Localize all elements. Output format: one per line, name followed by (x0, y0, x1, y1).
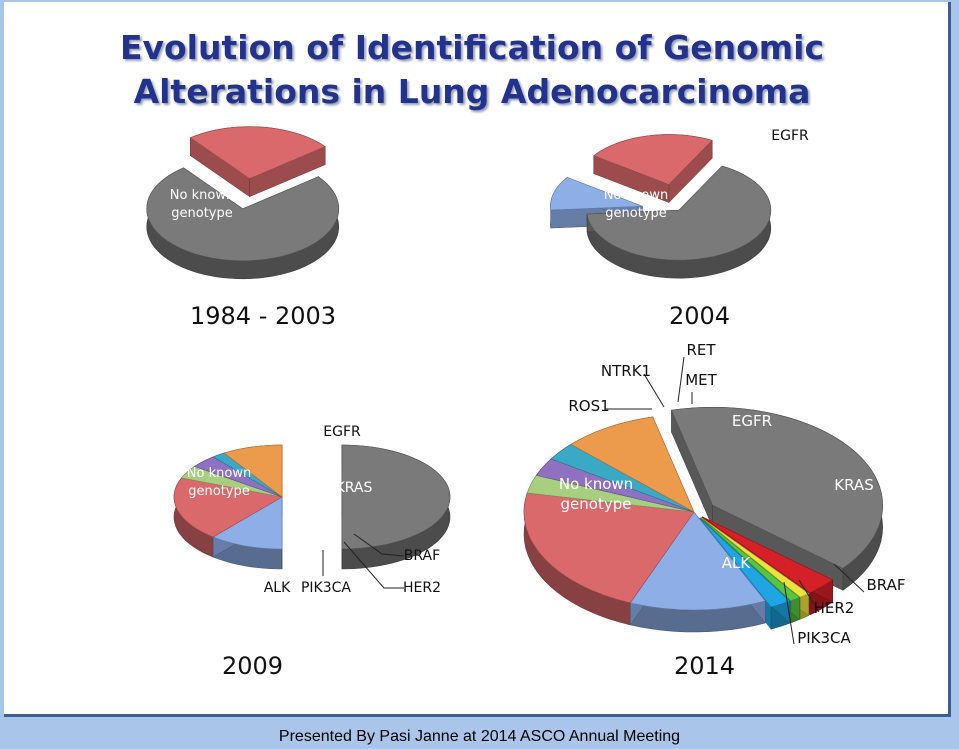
slice-label-ret: RET (686, 341, 716, 359)
slice-label-ros1: ROS1 (568, 397, 610, 415)
slice-label-pik3ca: PIK3CA (300, 580, 352, 596)
pie-charts-canvas (4, 2, 948, 714)
slice-label-kras: KRAS (834, 476, 874, 494)
year-label-1984-2003: 1984 - 2003 (190, 302, 337, 330)
slide (4, 2, 951, 717)
slice-label-alk: ALK (263, 580, 291, 596)
slice-label-no-known-genotype: No known genotype (603, 188, 669, 221)
slice-label-pik3ca: PIK3CA (797, 629, 851, 647)
pie-chart-1984-2003 (147, 127, 403, 279)
footer-caption: Presented By Pasi Janne at 2014 ASCO Annual Meeting (278, 728, 681, 745)
slice-label-braf: BRAF (403, 548, 441, 564)
slice-label-her2: HER2 (813, 599, 855, 617)
year-label-2014: 2014 (674, 652, 736, 680)
title-line-2: Alterations in Lung Adenocarcinoma (133, 72, 811, 111)
slice-label-no-known-genotype: No known genotype (186, 466, 252, 499)
pie-chart-2004 (550, 128, 822, 278)
slice-label-her2: HER2 (402, 580, 442, 596)
slice-label-egfr: EGFR (323, 424, 361, 440)
slice-label-ntrk1: NTRK1 (600, 362, 652, 380)
pie-chart-2014 (524, 341, 906, 647)
slice-label-alk: ALK (721, 554, 751, 572)
title-line-1: Evolution of Identification of Genomic (119, 28, 825, 67)
slice-label-braf: BRAF (866, 576, 906, 594)
slice-label-kras: KRAS (365, 188, 403, 204)
slice-label-egfr: EGFR (731, 412, 773, 430)
leader-line-ret (678, 357, 684, 402)
slice-label-kras: KRAS (785, 190, 823, 206)
slice-label-no-known-genotype: No known genotype (558, 475, 634, 513)
slice-label-met: MET (685, 371, 717, 389)
slice-label-egfr: EGFR (771, 128, 809, 144)
year-label-2004: 2004 (669, 302, 731, 330)
pie-chart-2009 (174, 424, 450, 596)
year-label-2009: 2009 (222, 652, 284, 680)
slice-label-no-known-genotype: No known genotype (169, 188, 235, 221)
slice-label-kras: KRAS (335, 480, 373, 496)
